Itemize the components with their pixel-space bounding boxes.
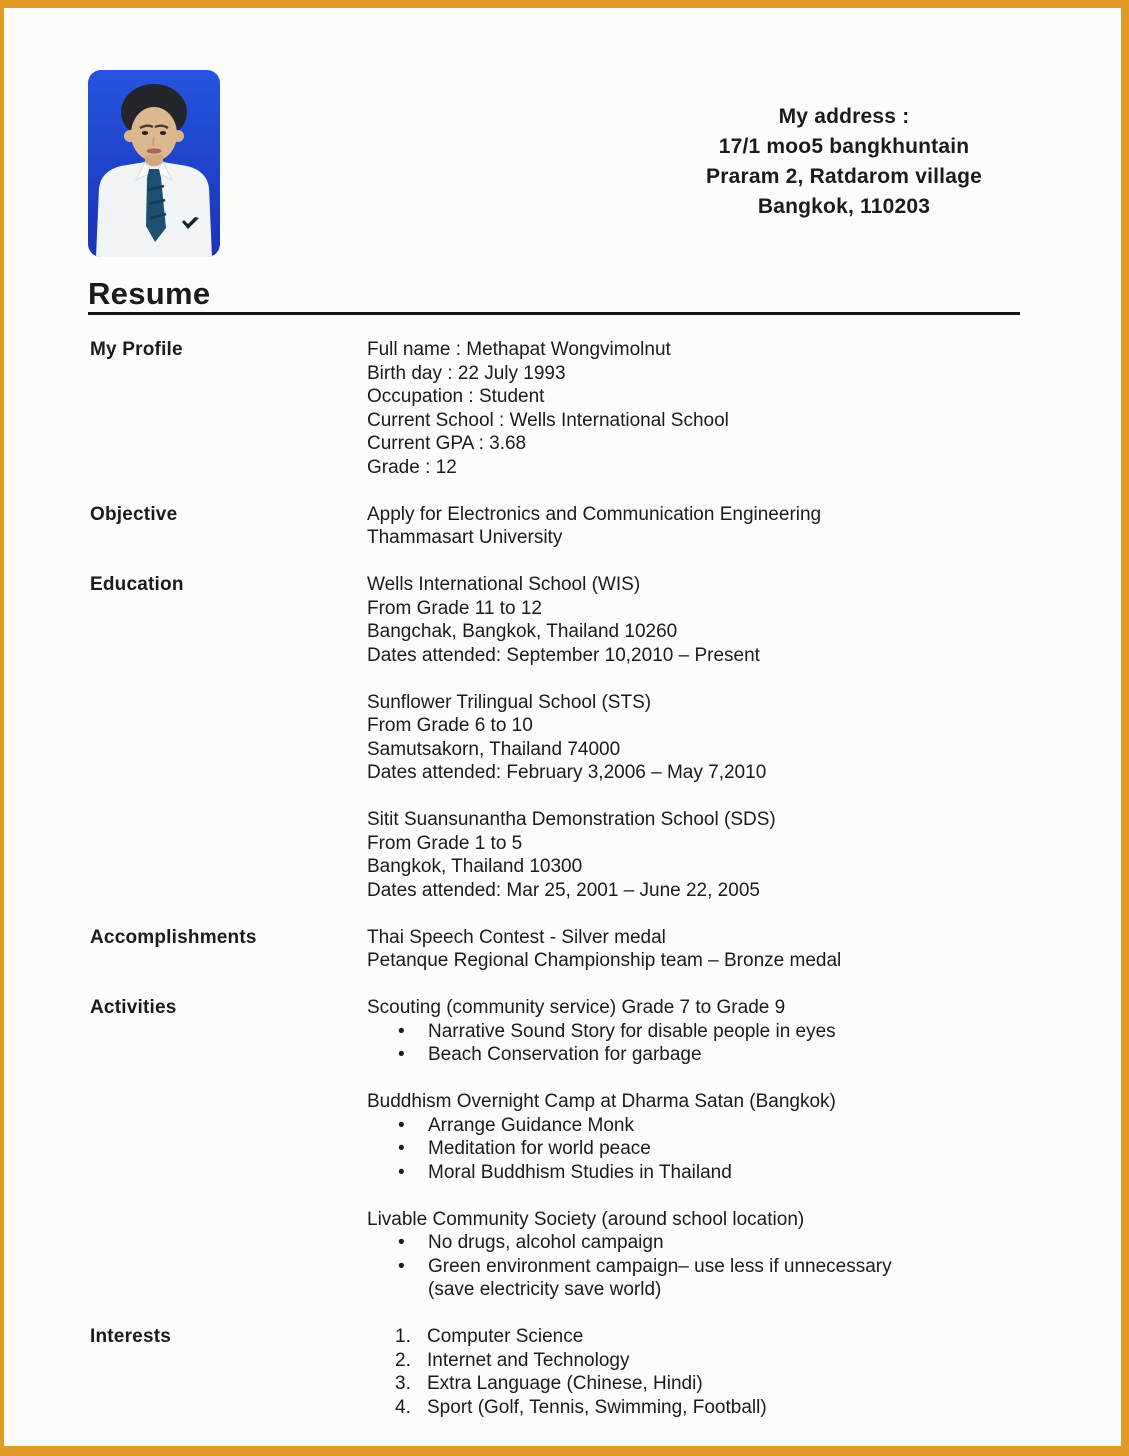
list-number: 4. — [395, 1396, 411, 1418]
education-line: From Grade 6 to 10 — [367, 715, 533, 736]
interest-text: Sport (Golf, Tennis, Swimming, Football) — [427, 1396, 767, 1418]
list-number: 2. — [395, 1349, 411, 1371]
activity-group — [367, 996, 1030, 1067]
activity-heading: Buddhism Overnight Camp at Dharma Satan (Bangkok) — [367, 1091, 836, 1112]
accomplishment-line: Thai Speech Contest - Silver medal — [367, 926, 666, 948]
activity-group — [367, 1090, 1030, 1184]
resume-content — [90, 338, 1030, 1443]
bullet-item — [367, 1137, 1030, 1161]
bullet-text: Meditation for world peace — [428, 1138, 651, 1159]
address-line: Praram 2, Ratdarom village — [706, 165, 982, 188]
bullet-icon: • — [398, 1232, 405, 1253]
education-line: Bangkok, Thailand 10300 — [367, 856, 583, 877]
profile-line: Birth day : 22 July 1993 — [367, 362, 566, 384]
bullet-text: Arrange Guidance Monk — [428, 1114, 634, 1136]
section-label: My Profile — [90, 339, 183, 360]
objective-line: Apply for Electronics and Communication Engineering — [367, 503, 822, 525]
bullet-icon: • — [398, 1138, 405, 1159]
bullet-continuation: (save electricity save world) — [428, 1279, 662, 1300]
bullet-text: Moral Buddhism Studies in Thailand — [428, 1161, 732, 1183]
list-number: 3. — [395, 1373, 411, 1394]
bullet-icon: • — [398, 1114, 405, 1136]
interest-text: Extra Language (Chinese, Hindi) — [427, 1373, 703, 1394]
address-title: My address : — [778, 105, 910, 128]
profile-line: Current School : Wells International School — [367, 409, 729, 431]
activity-heading: Scouting (community service) Grade 7 to Grade 9 — [367, 997, 786, 1018]
education-line: Dates attended: September 10,2010 – Present — [367, 644, 760, 666]
education-school-group — [367, 691, 1030, 785]
bullet-text: No drugs, alcohol campaign — [428, 1232, 664, 1253]
resume-document — [4, 8, 1121, 1446]
interest-item — [367, 1372, 1030, 1396]
section-label: Accomplishments — [90, 926, 257, 948]
section-label: Education — [90, 574, 184, 595]
profile-line: Grade : 12 — [367, 456, 457, 478]
address-line: Bangkok, 110203 — [757, 195, 931, 218]
portrait-photo — [88, 70, 220, 257]
bullet-item — [367, 1231, 1030, 1255]
bullet-icon: • — [398, 1161, 405, 1183]
education-line: From Grade 1 to 5 — [367, 832, 523, 854]
education-school-group — [367, 808, 1030, 902]
interest-item — [367, 1396, 1030, 1420]
education-line: Bangchak, Bangkok, Thailand 10260 — [367, 621, 678, 642]
education-line: Sunflower Trilingual School (STS) — [367, 691, 652, 713]
interest-item — [367, 1325, 1030, 1349]
person-tie-knot — [147, 169, 161, 178]
activity-heading: Livable Community Society (around school location) — [367, 1208, 805, 1230]
address-block — [644, 102, 1044, 222]
profile-line: Occupation : Student — [367, 386, 545, 407]
bullet-text: Narrative Sound Story for disable people in eyes — [428, 1020, 836, 1042]
education-line: Samutsakorn, Thailand 74000 — [367, 738, 621, 760]
education-line: Dates attended: February 3,2006 – May 7,2010 — [367, 762, 767, 783]
bullet-item — [367, 1020, 1030, 1044]
activity-group — [367, 1208, 1030, 1302]
bullet-item — [367, 1161, 1030, 1185]
bullet-item — [367, 1255, 1030, 1279]
interest-text: Internet and Technology — [427, 1349, 630, 1371]
interest-text: Computer Science — [427, 1326, 584, 1347]
bullet-text: Green environment campaign– use less if unnecessary — [428, 1255, 892, 1277]
education-line: From Grade 11 to 12 — [367, 597, 542, 619]
portrait-photo-graphic — [88, 70, 220, 257]
section-objective — [90, 503, 1030, 550]
section-activities — [90, 996, 1030, 1302]
education-line: Dates attended: Mar 25, 2001 – June 22, 2005 — [367, 879, 760, 901]
section-interests — [90, 1325, 1030, 1419]
section-education — [90, 573, 1030, 902]
bullet-icon: • — [398, 1020, 405, 1042]
bullet-icon: • — [398, 1255, 405, 1277]
bullet-item — [367, 1114, 1030, 1138]
bullet-item — [367, 1043, 1030, 1067]
bullet-text: Beach Conservation for garbage — [428, 1044, 702, 1065]
education-line: Sitit Suansunantha Demonstration School (SDS) — [367, 809, 776, 830]
section-my-profile — [90, 338, 1030, 479]
section-accomplishments — [90, 926, 1030, 973]
objective-line: Thammasart University — [367, 527, 563, 548]
section-label: Objective — [90, 503, 178, 525]
address-line: 17/1 moo5 bangkhuntain — [718, 135, 970, 158]
profile-line: Full name : Methapat Wongvimolnut — [367, 339, 671, 360]
section-label: Interests — [90, 1326, 172, 1347]
bullet-icon: • — [398, 1044, 405, 1065]
section-label: Activities — [90, 997, 177, 1018]
education-line: Wells International School (WIS) — [367, 574, 641, 595]
list-number: 1. — [395, 1326, 411, 1347]
accomplishment-line: Petanque Regional Championship team – Bronze medal — [367, 950, 842, 971]
education-school-group — [367, 573, 1030, 667]
page-title: Resume — [88, 277, 1020, 315]
interest-item — [367, 1349, 1030, 1373]
profile-line: Current GPA : 3.68 — [367, 433, 527, 454]
